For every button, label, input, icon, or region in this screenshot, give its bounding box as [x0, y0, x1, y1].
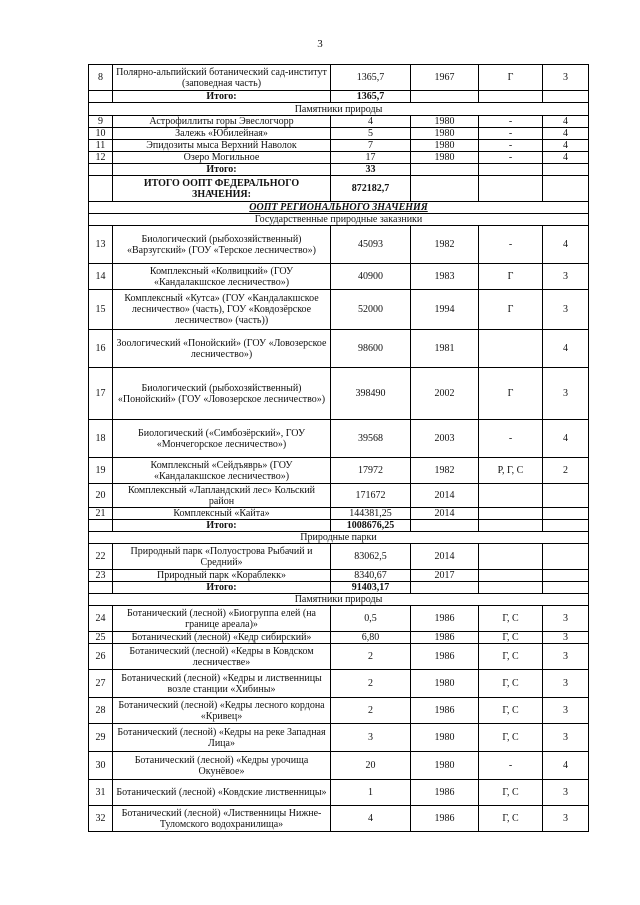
area-name: Биологический (рыбохозяйственный) «Варзугский» (ГОУ «Терское лесничество») [113, 226, 331, 264]
row-number: 31 [89, 780, 113, 806]
year-established: 2017 [411, 570, 479, 582]
area-name: Озеро Могильное [113, 152, 331, 164]
category [479, 544, 543, 570]
section-title: Природные парки [89, 532, 589, 544]
significance: 3 [543, 290, 589, 330]
area-name: Ботанический (лесной) «Кедры на реке Западная Лица» [113, 724, 331, 752]
protected-areas-table [88, 64, 589, 832]
empty-cell [479, 582, 543, 594]
table-row [89, 458, 589, 484]
significance: 4 [543, 226, 589, 264]
category: Г [479, 264, 543, 290]
empty-cell [411, 176, 479, 202]
area-name: Ботанический (лесной) «Кедры и лиственницы возле станции «Хибины» [113, 670, 331, 698]
area-name: Ботанический (лесной) «Кедры лесного кордона «Кривец» [113, 698, 331, 724]
subtotal-row [89, 520, 589, 532]
significance: 3 [543, 698, 589, 724]
significance: 3 [543, 806, 589, 832]
table-row [89, 606, 589, 632]
significance: 4 [543, 330, 589, 368]
area-size: 4 [331, 116, 411, 128]
year-established: 1983 [411, 264, 479, 290]
category: Г, С [479, 806, 543, 832]
empty-cell [543, 176, 589, 202]
table-row [89, 290, 589, 330]
category: - [479, 140, 543, 152]
table-row [89, 698, 589, 724]
significance [543, 544, 589, 570]
subtotal-row [89, 91, 589, 103]
area-size: 2 [331, 670, 411, 698]
significance: 3 [543, 606, 589, 632]
year-established: 1982 [411, 226, 479, 264]
area-name: Ботанический (лесной) «Ковдские лиственницы» [113, 780, 331, 806]
area-size: 3 [331, 724, 411, 752]
total-label: Итого: [113, 91, 331, 103]
significance: 3 [543, 632, 589, 644]
category: Г [479, 65, 543, 91]
total-area: 1008676,25 [331, 520, 411, 532]
empty-cell [411, 91, 479, 103]
area-name: Комплексный «Колвицкий» (ГОУ «Кандалакшское лесничество») [113, 264, 331, 290]
section-header-row [89, 103, 589, 116]
significance: 4 [543, 420, 589, 458]
year-established: 2003 [411, 420, 479, 458]
significance: 3 [543, 780, 589, 806]
section-header-row [89, 532, 589, 544]
table-row [89, 116, 589, 128]
category [479, 508, 543, 520]
area-name: Комплексный «Кутса» (ГОУ «Кандалакшское лесничество» (часть), ГОУ «Ковдозёрское лесничество» (часть)) [113, 290, 331, 330]
row-number: 23 [89, 570, 113, 582]
year-established: 1980 [411, 752, 479, 780]
year-established: 1980 [411, 724, 479, 752]
row-number: 19 [89, 458, 113, 484]
category [479, 570, 543, 582]
area-size: 40900 [331, 264, 411, 290]
area-name: Ботанический (лесной) «Кедр сибирский» [113, 632, 331, 644]
empty-cell [89, 91, 113, 103]
category [479, 330, 543, 368]
area-size: 45093 [331, 226, 411, 264]
significance: 4 [543, 116, 589, 128]
row-number: 15 [89, 290, 113, 330]
area-size: 7 [331, 140, 411, 152]
area-name: Природный парк «Полуострова Рыбачий и Средний» [113, 544, 331, 570]
row-number: 22 [89, 544, 113, 570]
year-established: 2002 [411, 368, 479, 420]
total-area: 91403,17 [331, 582, 411, 594]
area-size: 398490 [331, 368, 411, 420]
year-established: 1967 [411, 65, 479, 91]
significance: 4 [543, 152, 589, 164]
section-title: ООПТ РЕГИОНАЛЬНОГО ЗНАЧЕНИЯ [89, 202, 589, 214]
total-area: 1365,7 [331, 91, 411, 103]
year-established: 1981 [411, 330, 479, 368]
empty-cell [479, 91, 543, 103]
empty-cell [543, 582, 589, 594]
table-row [89, 670, 589, 698]
area-size: 2 [331, 698, 411, 724]
significance [543, 508, 589, 520]
area-size: 144381,25 [331, 508, 411, 520]
empty-cell [89, 520, 113, 532]
category: - [479, 152, 543, 164]
row-number: 11 [89, 140, 113, 152]
significance: 3 [543, 670, 589, 698]
year-established: 1980 [411, 128, 479, 140]
empty-cell [479, 176, 543, 202]
category: - [479, 752, 543, 780]
area-name: Полярно-альпийский ботанический сад-институт (заповедная часть) [113, 65, 331, 91]
area-size: 8340,67 [331, 570, 411, 582]
category: Г, С [479, 670, 543, 698]
table-row [89, 632, 589, 644]
table-row [89, 226, 589, 264]
area-size: 4 [331, 806, 411, 832]
subtotal-row [89, 164, 589, 176]
area-size: 39568 [331, 420, 411, 458]
year-established: 2014 [411, 508, 479, 520]
table-row [89, 508, 589, 520]
year-established: 1986 [411, 606, 479, 632]
row-number: 17 [89, 368, 113, 420]
table-row [89, 544, 589, 570]
category [479, 484, 543, 508]
significance: 3 [543, 264, 589, 290]
empty-cell [89, 582, 113, 594]
area-name: Зоологический «Понойский» (ГОУ «Ловозерское лесничество») [113, 330, 331, 368]
empty-cell [543, 164, 589, 176]
section-title: Памятники природы [89, 594, 589, 606]
area-name: Комплексный «Кайта» [113, 508, 331, 520]
empty-cell [89, 164, 113, 176]
area-name: Эпидозиты мыса Верхний Наволок [113, 140, 331, 152]
table-row [89, 644, 589, 670]
area-name: Комплексный «Сейдъяврь» (ГОУ «Кандалакшское лесничество») [113, 458, 331, 484]
row-number: 9 [89, 116, 113, 128]
significance [543, 570, 589, 582]
category: Г, С [479, 780, 543, 806]
total-label: Итого: [113, 582, 331, 594]
year-established: 1980 [411, 116, 479, 128]
subtotal-row [89, 582, 589, 594]
year-established: 2014 [411, 484, 479, 508]
year-established: 1986 [411, 806, 479, 832]
area-name: Комплексный «Лапландский лес» Кольский район [113, 484, 331, 508]
area-name: Ботанический (лесной) «Лиственницы Нижне-Туломского водохранилища» [113, 806, 331, 832]
significance: 4 [543, 128, 589, 140]
significance [543, 484, 589, 508]
category: - [479, 226, 543, 264]
total-area: 33 [331, 164, 411, 176]
empty-cell [479, 164, 543, 176]
year-established: 2014 [411, 544, 479, 570]
section-header-row [89, 214, 589, 226]
area-size: 0,5 [331, 606, 411, 632]
row-number: 13 [89, 226, 113, 264]
empty-cell [89, 176, 113, 202]
row-number: 20 [89, 484, 113, 508]
significance: 3 [543, 724, 589, 752]
area-size: 171672 [331, 484, 411, 508]
area-size: 83062,5 [331, 544, 411, 570]
table-row [89, 368, 589, 420]
significance: 3 [543, 65, 589, 91]
category: - [479, 128, 543, 140]
year-established: 1982 [411, 458, 479, 484]
table-row [89, 128, 589, 140]
area-size: 6,80 [331, 632, 411, 644]
total-area: 872182,7 [331, 176, 411, 202]
table-row [89, 752, 589, 780]
category: Г [479, 290, 543, 330]
row-number: 10 [89, 128, 113, 140]
row-number: 14 [89, 264, 113, 290]
table-row [89, 806, 589, 832]
year-established: 1986 [411, 698, 479, 724]
area-size: 17 [331, 152, 411, 164]
row-number: 12 [89, 152, 113, 164]
empty-cell [543, 91, 589, 103]
category: Г, С [479, 632, 543, 644]
area-size: 2 [331, 644, 411, 670]
area-size: 5 [331, 128, 411, 140]
row-number: 24 [89, 606, 113, 632]
year-established: 1980 [411, 140, 479, 152]
significance: 2 [543, 458, 589, 484]
year-established: 1980 [411, 152, 479, 164]
significance: 4 [543, 140, 589, 152]
row-number: 8 [89, 65, 113, 91]
year-established: 1986 [411, 644, 479, 670]
row-number: 29 [89, 724, 113, 752]
total-label: Итого: [113, 520, 331, 532]
section-header-row [89, 202, 589, 214]
area-name: Ботанический (лесной) «Биогруппа елей (на границе ареала)» [113, 606, 331, 632]
significance: 3 [543, 368, 589, 420]
empty-cell [543, 520, 589, 532]
year-established: 1980 [411, 670, 479, 698]
table-row [89, 420, 589, 458]
grand-total-row [89, 176, 589, 202]
category: - [479, 420, 543, 458]
total-label: Итого: [113, 164, 331, 176]
category: Г [479, 368, 543, 420]
table-row [89, 65, 589, 91]
area-name: Ботанический (лесной) «Кедры в Ковдском лесничестве» [113, 644, 331, 670]
category: - [479, 116, 543, 128]
category: Г, С [479, 698, 543, 724]
area-size: 52000 [331, 290, 411, 330]
area-name: Биологический (рыбохозяйственный) «Понойский» (ГОУ «Ловозерское лесничество») [113, 368, 331, 420]
section-title: Памятники природы [89, 103, 589, 116]
category: Г, С [479, 724, 543, 752]
area-size: 17972 [331, 458, 411, 484]
row-number: 26 [89, 644, 113, 670]
table-row [89, 570, 589, 582]
row-number: 25 [89, 632, 113, 644]
significance: 4 [543, 752, 589, 780]
area-name: Биологический («Симбозёрский», ГОУ «Мончегорское лесничество») [113, 420, 331, 458]
area-name: Астрофиллиты горы Эвеслогчорр [113, 116, 331, 128]
area-name: Ботанический (лесной) «Кедры урочища Окунёвое» [113, 752, 331, 780]
table-row [89, 724, 589, 752]
row-number: 18 [89, 420, 113, 458]
area-size: 98600 [331, 330, 411, 368]
row-number: 21 [89, 508, 113, 520]
total-label: ИТОГО ООПТ ФЕДЕРАЛЬНОГО ЗНАЧЕНИЯ: [113, 176, 331, 202]
table-row [89, 264, 589, 290]
area-size: 20 [331, 752, 411, 780]
table-row [89, 152, 589, 164]
table-row [89, 780, 589, 806]
area-size: 1 [331, 780, 411, 806]
year-established: 1986 [411, 780, 479, 806]
empty-cell [411, 164, 479, 176]
table-row [89, 484, 589, 508]
row-number: 27 [89, 670, 113, 698]
year-established: 1986 [411, 632, 479, 644]
page-number: 3 [317, 38, 323, 50]
area-name: Природный парк «Кораблекк» [113, 570, 331, 582]
table-row [89, 330, 589, 368]
empty-cell [411, 520, 479, 532]
category: Р, Г, С [479, 458, 543, 484]
empty-cell [411, 582, 479, 594]
row-number: 28 [89, 698, 113, 724]
category: Г, С [479, 644, 543, 670]
empty-cell [479, 520, 543, 532]
category: Г, С [479, 606, 543, 632]
row-number: 30 [89, 752, 113, 780]
row-number: 32 [89, 806, 113, 832]
significance: 3 [543, 644, 589, 670]
section-title: Государственные природные заказники [89, 214, 589, 226]
section-header-row [89, 594, 589, 606]
area-size: 1365,7 [331, 65, 411, 91]
table-row [89, 140, 589, 152]
area-name: Залежь «Юбилейная» [113, 128, 331, 140]
year-established: 1994 [411, 290, 479, 330]
row-number: 16 [89, 330, 113, 368]
